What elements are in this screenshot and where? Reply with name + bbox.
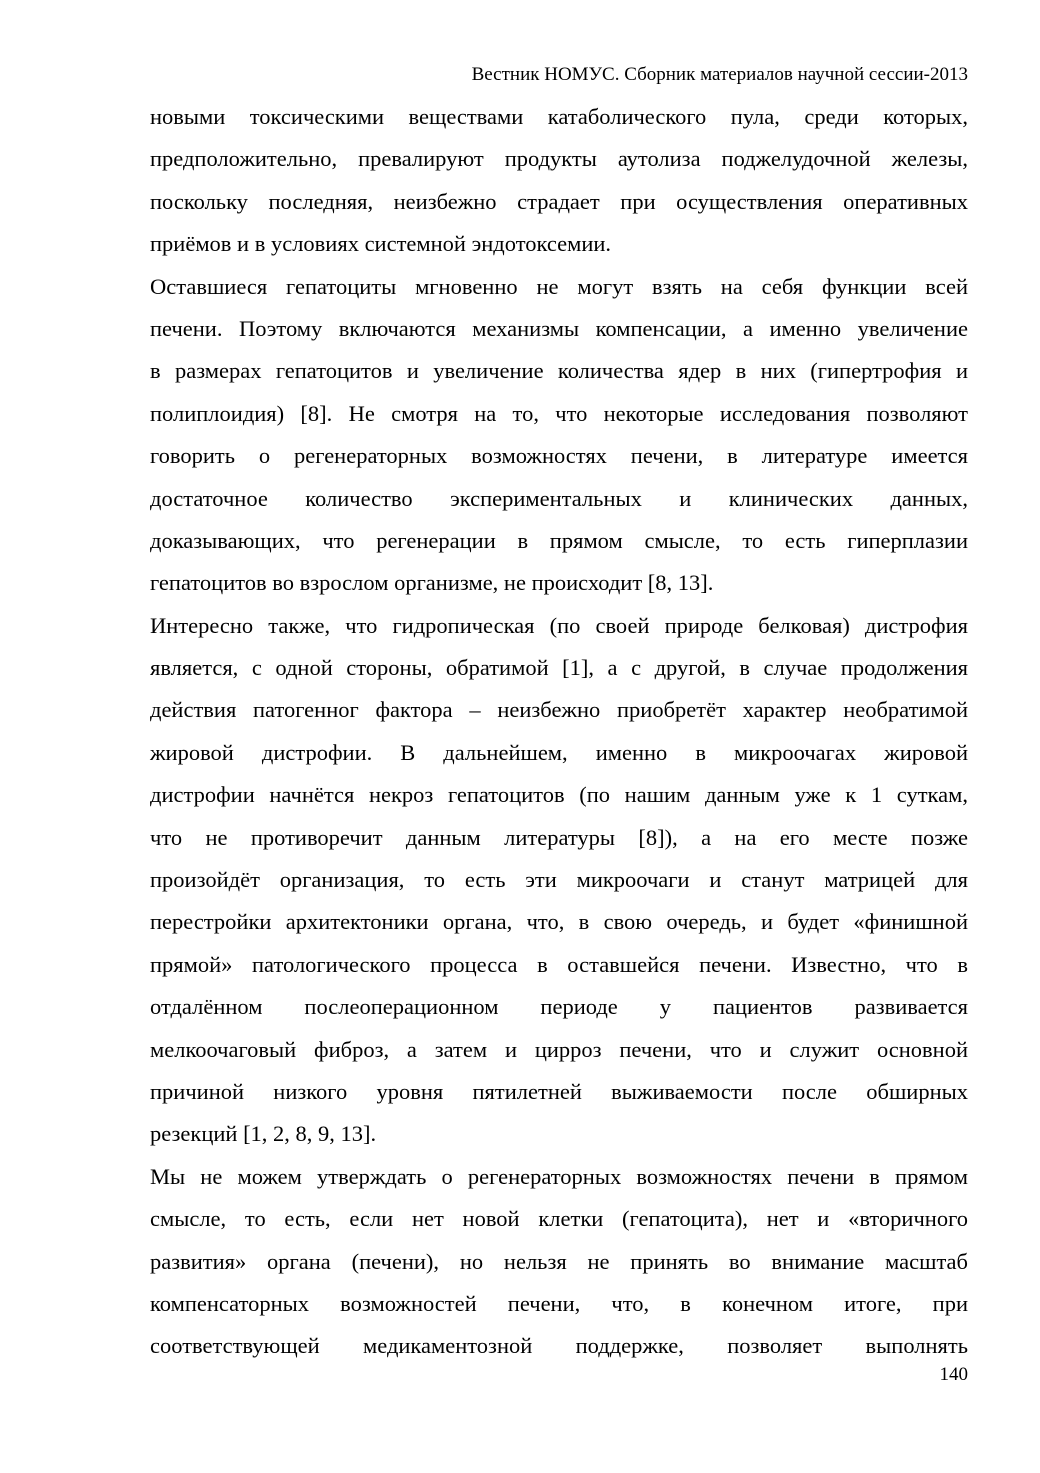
text-line: компенсаторных возможностей печени, что, в конечном итоге, при <box>150 1290 968 1316</box>
text-line: мелкоочаговый фиброз, а затем и цирроз печени, что и служит основной <box>150 1036 968 1062</box>
text-line: что не противоречит данным литературы [8]), а на его месте позже <box>150 824 968 850</box>
text-line: причиной низкого уровня пятилетней выживаемости после обширных <box>150 1078 968 1104</box>
text-line: перестройки архитектоники органа, что, в свою очередь, и будет «финишной <box>150 909 968 935</box>
text-line: Интересно также, что гидропическая (по своей природе белковая) дистрофия <box>150 612 968 638</box>
article-body <box>150 96 968 1368</box>
text-line: произойдёт организация, то есть эти микроочаги и станут матрицей для <box>150 867 968 893</box>
text-line: достаточное количество экспериментальных и клинических данных, <box>150 485 968 511</box>
running-header: Вестник НОМУС. Сборник материалов научной сессии-2013 <box>471 64 968 85</box>
text-line: гепатоцитов во взрослом организме, не происходит [8, 13]. <box>150 570 714 596</box>
paragraph <box>150 605 968 1156</box>
text-line: дистрофии начнётся некроз гепатоцитов (по нашим данным уже к 1 суткам, <box>150 782 968 808</box>
text-line: действия патогенног фактора – неизбежно приобретёт характер необратимой <box>150 697 968 723</box>
text-line: поскольку последняя, неизбежно страдает при осуществления оперативных <box>150 188 968 214</box>
text-line: является, с одной стороны, обратимой [1], а с другой, в случае продолжения <box>150 655 968 681</box>
text-line: развития» органа (печени), но нельзя не принять во внимание масштаб <box>150 1248 968 1274</box>
text-line: Мы не можем утверждать о регенераторных возможностях печени в прямом <box>150 1163 968 1189</box>
text-line: приёмов и в условиях системной эндотоксемии. <box>150 231 612 257</box>
text-line: смысле, то есть, если нет новой клетки (гепатоцита), нет и «вторичного <box>150 1206 968 1232</box>
text-line: печени. Поэтому включаются механизмы компенсации, а именно увеличение <box>150 315 968 341</box>
text-line: говорить о регенераторных возможностях печени, в литературе имеется <box>150 443 968 469</box>
text-line: полиплоидия) [8]. Не смотря на то, что некоторые исследования позволяют <box>150 400 968 426</box>
paragraph <box>150 266 968 605</box>
paragraph <box>150 1156 968 1368</box>
text-line: отдалённом послеоперационном периоде у пациентов развивается <box>150 994 968 1020</box>
text-line: прямой» патологического процесса в оставшейся печени. Известно, что в <box>150 951 968 977</box>
paragraph <box>150 96 968 266</box>
page-number: 140 <box>939 1364 968 1385</box>
text-line: жировой дистрофии. В дальнейшем, именно в микроочагах жировой <box>150 739 968 765</box>
text-line: резекций [1, 2, 8, 9, 13]. <box>150 1121 377 1147</box>
text-line: предположительно, превалируют продукты аутолиза поджелудочной железы, <box>150 146 968 172</box>
text-line: доказывающих, что регенерации в прямом смысле, то есть гиперплазии <box>150 527 968 553</box>
text-line: в размерах гепатоцитов и увеличение количества ядер в них (гипертрофия и <box>150 358 968 384</box>
text-line: Оставшиеся гепатоциты мгновенно не могут взять на себя функции всей <box>150 273 968 299</box>
text-line: соответствующей медикаментозной поддержке, позволяет выполнять <box>150 1333 968 1359</box>
text-line: новыми токсическими веществами катаболического пула, среди которых, <box>150 104 968 129</box>
